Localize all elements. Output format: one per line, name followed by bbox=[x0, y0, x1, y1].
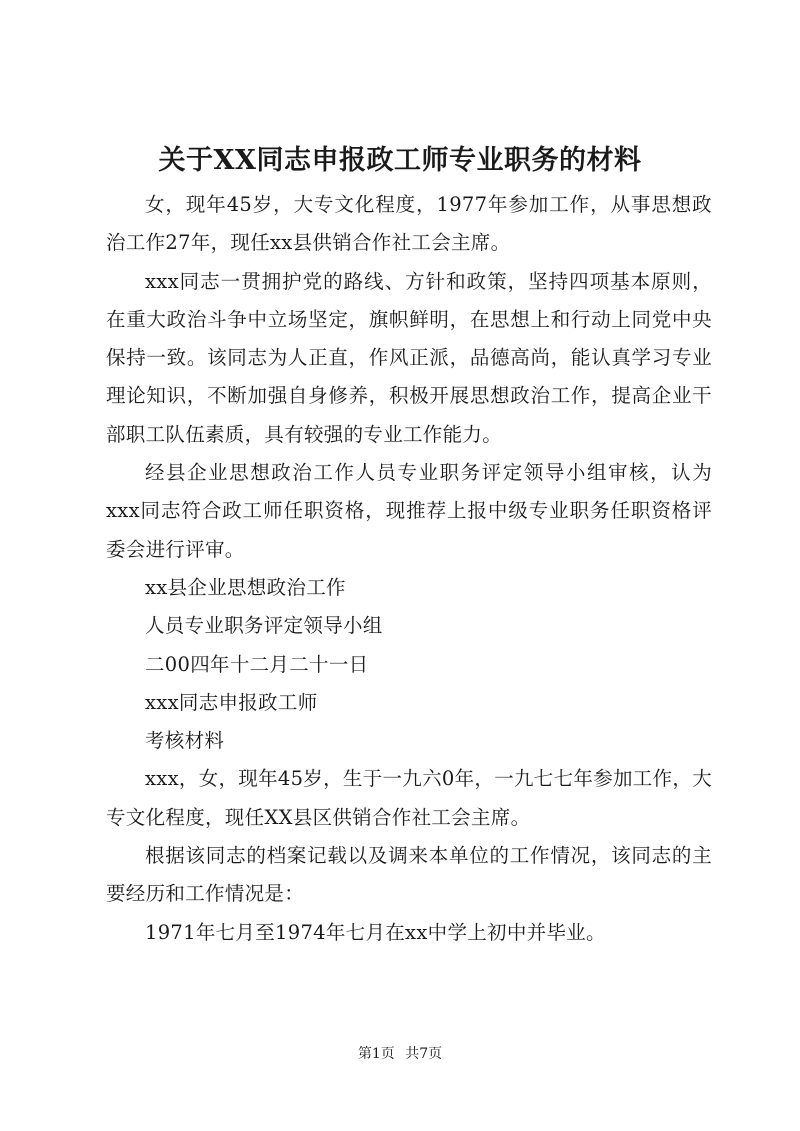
signature-date: 二00四年十二月二十一日 bbox=[145, 652, 369, 676]
document-title: 关于XX同志申报政工师专业职务的材料 bbox=[158, 145, 642, 176]
paragraph-history-intro: 根据该同志的档案记载以及调来本单位的工作情况，该同志的主要经历和工作情况是： bbox=[106, 844, 712, 906]
section-heading-line1: xxx同志申报政工师 bbox=[145, 690, 318, 714]
document-body bbox=[106, 186, 712, 952]
page-footer bbox=[0, 1044, 800, 1064]
signature-line-org: xx县企业思想政治工作 bbox=[145, 575, 346, 599]
section-heading-line2: 考核材料 bbox=[145, 729, 225, 753]
signature-line-group: 人员专业职务评定领导小组 bbox=[145, 614, 383, 638]
paragraph-evaluation: xxx同志一贯拥护党的路线、方针和政策，坚持四项基本原则，在重大政治斗争中立场坚定，旗帜鲜明，在思想上和行动上同党中央保持一致。该同志为人正直，作风正派，品德高尚，能认真学习专业理论知识，不断加强自身修养，积极开展思想政治工作，提高企业干部职工队伍素质，具有较强的专业工作能力。 bbox=[106, 269, 712, 446]
page-number: 第1页 bbox=[357, 1046, 395, 1062]
paragraph-recommendation: 经县企业思想政治工作人员专业职务评定领导小组审核，认为xxx同志符合政工师任职资格，现推荐上报中级专业职务任职资格评委会进行评审。 bbox=[106, 461, 712, 561]
paragraph-intro: 女，现年45岁，大专文化程度，1977年参加工作，从事思想政治工作27年，现任xx县供销合作社工会主席。 bbox=[106, 193, 712, 255]
paragraph-profile: xxx，女，现年45岁，生于一九六0年，一九七七年参加工作，大专文化程度，现任XX县区供销合作社工会主席。 bbox=[106, 767, 713, 829]
page-total: 共7页 bbox=[405, 1046, 443, 1062]
paragraph-history-item: 1971年七月至1974年七月在xx中学上初中并毕业。 bbox=[145, 920, 606, 944]
